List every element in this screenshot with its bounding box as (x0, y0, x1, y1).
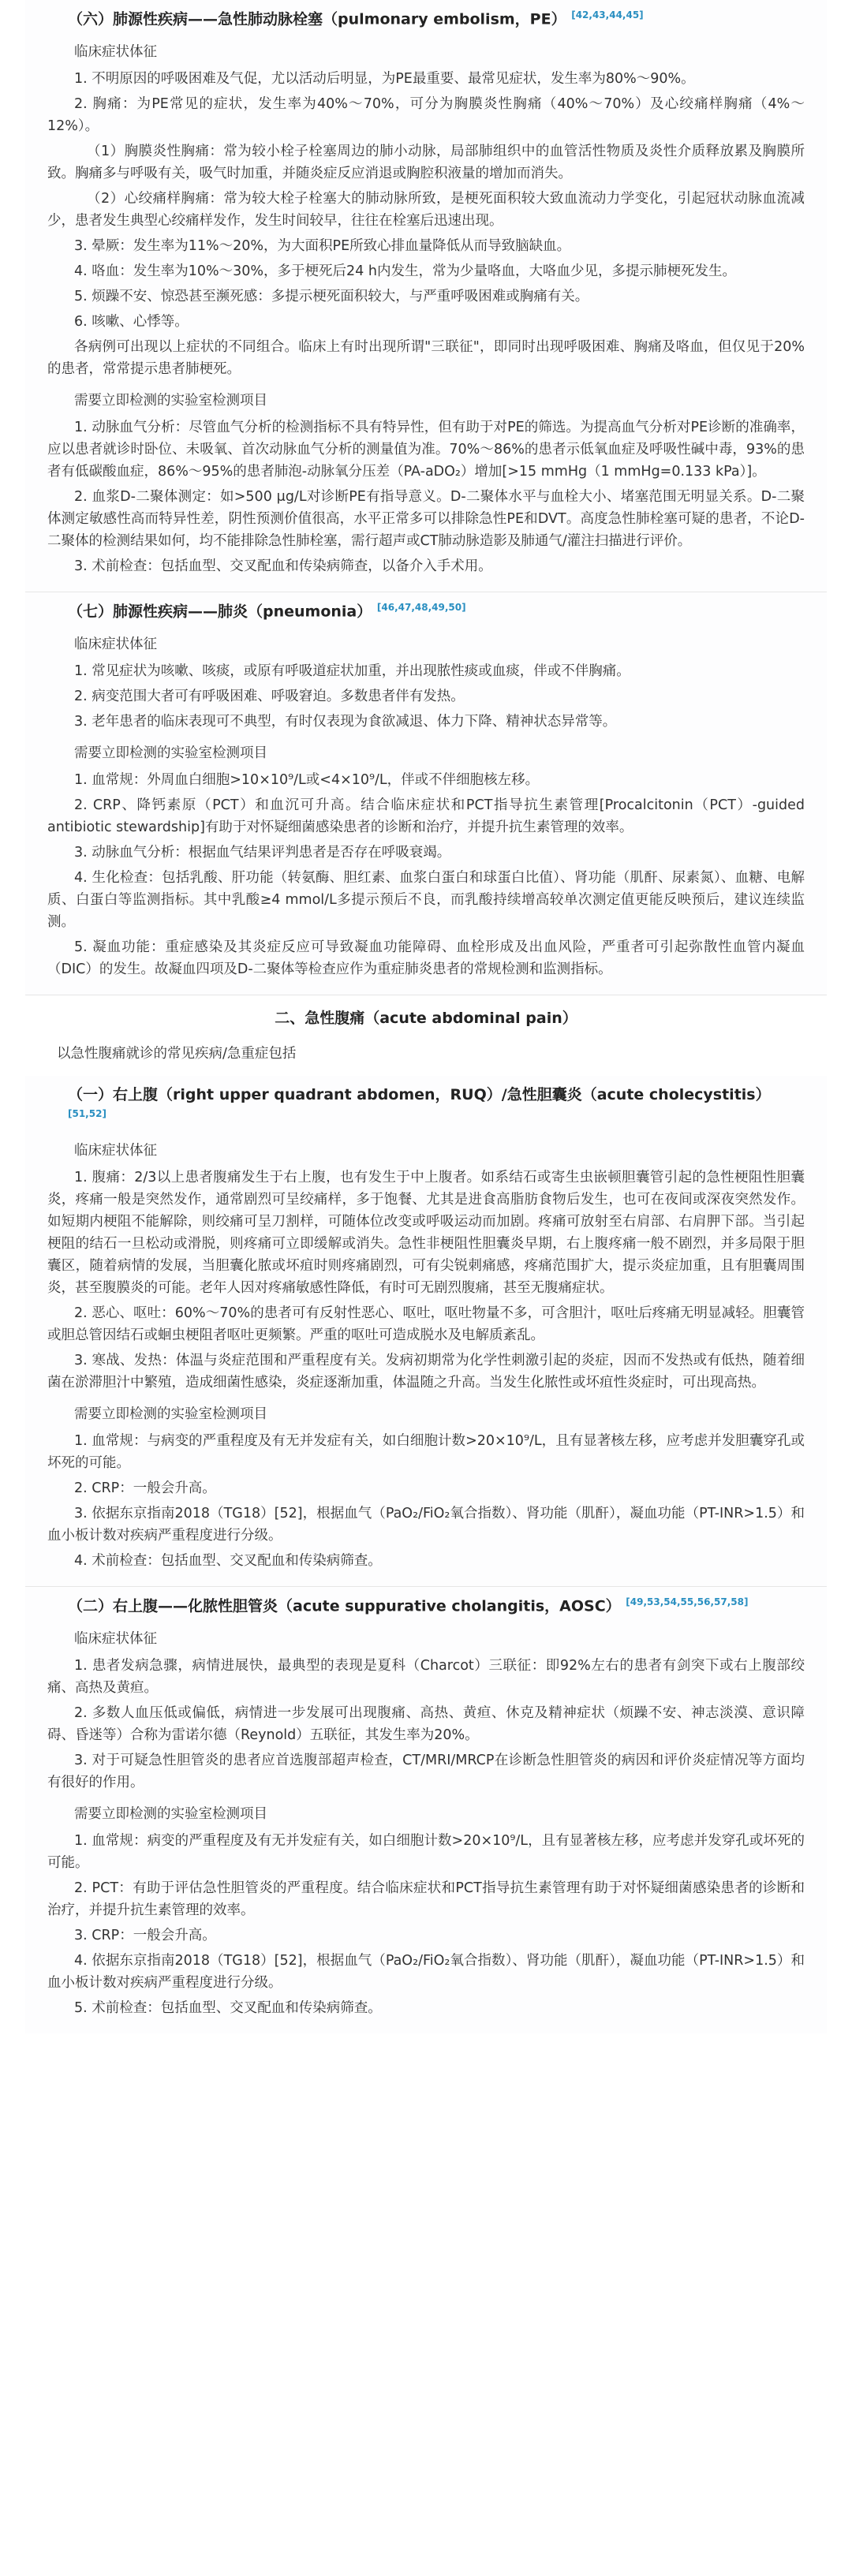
symptoms-heading: 临床症状体征 (74, 1143, 157, 1159)
symptom-item: 2. 恶心、呕吐：60%～70%的患者可有反射性恶心、呕吐，呕吐物量不多，可含胆汁，呕吐后疼痛无明显减轻。胆囊管或胆总管因结石或蛔虫梗阻者呕吐更频繁。严重的呕吐可造成脱水及电解质紊乱。 (47, 1305, 805, 1344)
lab-item: 1. 血常规：外周血白细胞>10×10⁹/L或<4×10⁹/L，伴或不伴细胞核左移。 (74, 771, 540, 788)
symptom-item: 各病例可出现以上症状的不同组合。临床上有时出现所谓"三联征"，即同时出现呼吸困难、胸痛及咯血，但仅见于20%的患者，常常提示患者肺梗死。 (47, 338, 805, 377)
symptoms-heading: 临床症状体征 (74, 1630, 157, 1647)
symptom-item: 1. 不明原因的呼吸困难及气促，尤以活动后明显，为PE最重要、最常见症状，发生率为80%～90%。 (74, 70, 695, 87)
symptom-item: 3. 对于可疑急性胆管炎的患者应首选腹部超声检查，CT/MRI/MRCP在诊断急性胆管炎的病因和评价炎症情况等方面均有很好的作用。 (47, 1752, 805, 1790)
symptom-item: 6. 咳嗽、心悸等。 (74, 313, 189, 330)
symptoms-heading: 临床症状体征 (74, 636, 157, 652)
symptom-item: 2. 病变范围大者可有呼吸困难、呼吸窘迫。多数患者伴有发热。 (74, 688, 465, 704)
symptom-item: （2）心绞痛样胸痛：常为较大栓子栓塞大的肺动脉所致，是梗死面积较大致血流动力学变化，引起冠状动脉血流减少，患者发生典型心绞痛样发作，发生时间较早，往往在栓塞后迅速出现。 (47, 190, 805, 229)
lab-item: 1. 动脉血气分析：尽管血气分析的检测指标不具有特异性，但有助于对PE的筛选。为提高血气分析对PE诊断的准确率，应以患者就诊时卧位、未吸氧、首次动脉血气分析的测量值为准。70%～86%的患者示低氧血症及呼吸性碱中毒，93%的患者有低碳酸血症，86%～95%的患者肺泡-动脉氧分压差（PA-aDO₂）增加[>15 mmHg（1 mmHg=0.133 kPa）]。 (47, 419, 805, 480)
section-title: （二）右上腹——化脓性胆管炎（acute suppurative cholangitis，AOSC） [49,53,54,55,56,57,58] (68, 1596, 749, 1615)
lab-item: 2. PCT：有助于评估急性胆管炎的严重程度。结合临床症状和PCT指导抗生素管理有助于对怀疑细菌感染患者的诊断和治疗，并提升抗生素管理的效率。 (47, 1880, 805, 1918)
symptom-item: 3. 寒战、发热：体温与炎症范围和严重程度有关。发病初期常为化学性刺激引起的炎症，因而不发热或有低热，随着细菌在淤滞胆汁中繁殖，造成细菌性感染，炎症逐渐加重，体温随之升高。当发生化脓性或坏疽性炎症时，可出现高热。 (47, 1353, 805, 1391)
lab-item: 2. CRP：一般会升高。 (74, 1480, 216, 1497)
citation-link[interactable]: [46,47,48,49,50] (376, 601, 466, 613)
labs-heading: 需要立即检测的实验室检测项目 (74, 1805, 267, 1822)
section-pneumonia (25, 592, 827, 995)
lab-item: 1. 血常规：病变的严重程度及有无并发症有关，如白细胞计数>20×10⁹/L，且有显著核左移，应考虑并发穿孔或坏死的可能。 (47, 1832, 805, 1871)
symptom-item: 1. 腹痛：2/3以上患者腹痛发生于右上腹，也有发生于中上腹者。如系结石或寄生虫嵌顿胆囊管引起的急性梗阻性胆囊炎，疼痛一般是突然发作，通常剧烈可呈绞痛样，多于饱餐、尤其是进食高脂肪食物后发生，也可在夜间或深夜突然发作。如短期内梗阻不能解除，则绞痛可呈刀割样，可随体位改变或呼吸运动而加剧。疼痛可放射至右肩部、右肩胛下部。当引起梗阻的结石一旦松动或滑脱，则疼痛可立即缓解或消失。急性非梗阻性胆囊炎早期，右上腹疼痛一般不剧烈，并多局限于胆囊区，随着病情的发展，当胆囊化脓或坏疽时则疼痛剧烈，可有尖锐刺痛感，疼痛范围扩大，提示炎症加重，且有胆囊周围炎，甚至腹膜炎的可能。老年人因对疼痛敏感性降低，有时可无剧烈腹痛，甚至无腹痛症状。 (47, 1170, 805, 1297)
section-title: （七）肺源性疾病——肺炎（pneumonia） [46,47,48,49,50] (68, 601, 466, 621)
section-title: （六）肺源性疾病——急性肺动脉栓塞（pulmonary embolism，PE） [42,43,44,45] (68, 9, 644, 28)
symptoms-heading: 临床症状体征 (74, 43, 157, 60)
citation-link[interactable]: [49,53,54,55,56,57,58] (626, 1596, 749, 1608)
lab-item: 2. CRP、降钙素原（PCT）和血沉可升高。结合临床症状和PCT指导抗生素管理[Procalcitonin（PCT）-guided antibiotic stewardship]有助于对怀疑细菌感染患者的诊断和治疗，并提升抗生素管理的效率。 (47, 797, 805, 835)
section-pe (25, 0, 827, 592)
symptom-item: 4. 咯血：发生率为10%～30%，多于梗死后24 h内发生，常为少量咯血，大咯血少见，多提示肺梗死发生。 (74, 263, 736, 279)
citation-link[interactable]: [51,52] (68, 1108, 106, 1120)
labs-heading: 需要立即检测的实验室检测项目 (74, 1406, 267, 1423)
chapter-intro: 以急性腹痛就诊的常见疾病/急重症包括 (57, 1045, 297, 1062)
symptom-item: 2. 多数人血压低或偏低，病情进一步发展可出现腹痛、高热、黄疸、休克及精神症状（烦躁不安、神志淡漠、意识障碍、昏迷等）合称为雷诺尔德（Reynold）五联征，其发生率为20%。 (47, 1704, 805, 1743)
lab-item: 2. 血浆D-二聚体测定：如>500 μg/L对诊断PE有指导意义。D-二聚体水平与血栓大小、堵塞范围无明显关系。D-二聚体测定敏感性高而特异性差，阴性预测价值很高，水平正常多可以排除急性PE和DVT。高度急性肺栓塞可疑的患者，不论D-二聚体的检测结果如何，均不能排除急性肺栓塞，需行超声或CT肺动脉造影及肺通气/灌注扫描进行评价。 (47, 488, 805, 549)
lab-item: 4. 依据东京指南2018（TG18）[52]，根据血气（PaO₂/FiO₂氧合指数）、肾功能（肌酐），凝血功能（PT-INR>1.5）和血小板计数对疾病严重程度进行分级。 (47, 1952, 805, 1991)
symptom-item: 1. 患者发病急骤，病情进展快，最典型的表现是夏科（Charcot）三联征：即92%左右的患者有剑突下或右上腹部绞痛、高热及黄疸。 (47, 1657, 805, 1696)
lab-item: 5. 凝血功能：重症感染及其炎症反应可导致凝血功能障碍、血栓形成及出血风险，严重者可引起弥散性血管内凝血（DIC）的发生。故凝血四项及D-二聚体等检查应作为重症肺炎患者的常规检测和监测指标。 (47, 939, 805, 977)
chapter-title: 二、急性腹痛（acute abdominal pain） (275, 1009, 577, 1027)
section-cholecystitis (25, 1076, 827, 1587)
symptom-item: 3. 老年患者的临床表现可不典型，有时仅表现为食欲减退、体力下降、精神状态异常等。 (74, 713, 617, 730)
lab-item: 3. 依据东京指南2018（TG18）[52]，根据血气（PaO₂/FiO₂氧合指数）、肾功能（肌酐），凝血功能（PT-INR>1.5）和血小板计数对疾病严重程度进行分级。 (47, 1506, 805, 1544)
symptom-item: （1）胸膜炎性胸痛：常为较小栓子栓塞周边的肺小动脉，局部肺组织中的血管活性物质及炎性介质释放累及胸膜所致。胸痛多与呼吸有关，吸气时加重，并随炎症反应消退或胸腔积液量的增加而消失。 (47, 143, 805, 181)
citation-link[interactable]: [42,43,44,45] (571, 9, 644, 21)
section-title: （一）右上腹（right upper quadrant abdomen，RUQ）/急性胆囊炎（acute cholecystitis） [51,52] (68, 1085, 771, 1120)
symptom-item: 2. 胸痛：为PE常见的症状，发生率为40%～70%，可分为胸膜炎性胸痛（40%～70%）及心绞痛样胸痛（4%～12%）。 (47, 95, 805, 134)
lab-item: 3. 动脉血气分析：根据血气结果评判患者是否存在呼吸衰竭。 (74, 844, 451, 861)
symptom-item: 1. 常见症状为咳嗽、咳痰，或原有呼吸道症状加重，并出现脓性痰或血痰，伴或不伴胸痛。 (74, 663, 630, 679)
lab-item: 3. 术前检查：包括血型、交叉配血和传染病筛查，以备介入手术用。 (74, 558, 492, 574)
lab-item: 4. 生化检查：包括乳酸、肝功能（转氨酶、胆红素、血浆白蛋白和球蛋白比值）、肾功能（肌酐、尿素氮）、血糖、电解质、白蛋白等监测指标。其中乳酸≥4 mmol/L多提示预后不良，而乳酸持续增高较单次测定值更能反映预后，建议连续监测。 (47, 869, 805, 930)
labs-heading: 需要立即检测的实验室检测项目 (74, 392, 267, 409)
labs-heading: 需要立即检测的实验室检测项目 (74, 745, 267, 761)
symptom-item: 3. 晕厥：发生率为11%～20%，为大面积PE所致心排血量降低从而导致脑缺血。 (74, 237, 571, 254)
lab-item: 4. 术前检查：包括血型、交叉配血和传染病筛查。 (74, 1553, 382, 1570)
lab-item: 3. CRP：一般会升高。 (74, 1927, 216, 1943)
section-aosc (25, 1587, 827, 2033)
symptom-item: 5. 烦躁不安、惊恐甚至濒死感：多提示梗死面积较大，与严重呼吸困难或胸痛有关。 (74, 288, 589, 304)
lab-item: 1. 血常规：与病变的严重程度及有无并发症有关，如白细胞计数>20×10⁹/L，且有显著核左移，应考虑并发胆囊穿孔或坏死的可能。 (47, 1433, 805, 1472)
lab-item: 5. 术前检查：包括血型、交叉配血和传染病筛查。 (74, 1999, 382, 2016)
